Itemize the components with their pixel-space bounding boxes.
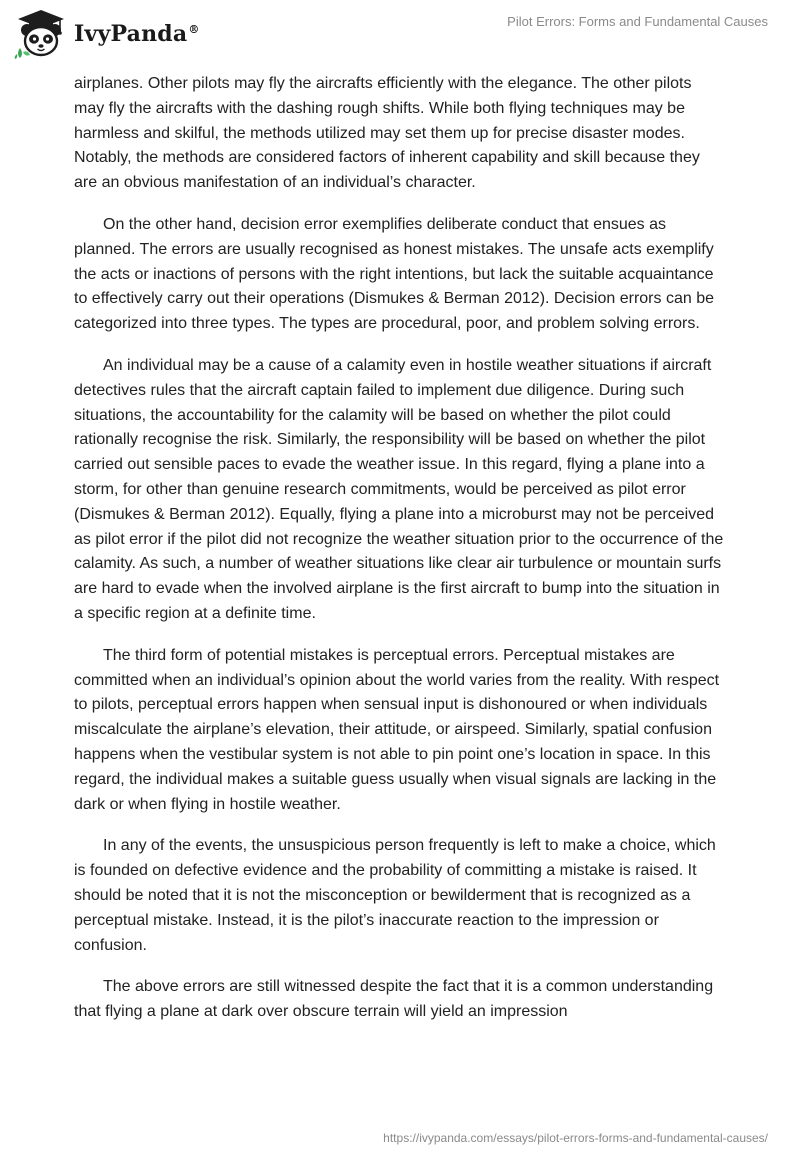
paragraph: The above errors are still witnessed despite the fact that it is a common understanding that flying a plane at dark over obscure terrain will yield an impression (74, 978, 714, 1021)
page-header (0, 0, 800, 70)
brand-name-text: IvyPanda (74, 21, 188, 47)
panda-graduate-icon (14, 8, 68, 60)
registered-mark: ® (188, 22, 200, 36)
paragraph: On the other hand, decision error exemplifies deliberate conduct that ensues as planned. The errors are usually recognised as honest mistakes. The unsafe acts exemplify the acts or inactions of persons with the right intentions, but lack the suitable acquaintance to effectively carry out their operations (Dismukes & Berman 2012). Decision errors can be categorized into three types. The types are procedural, poor, and problem solving errors. (74, 215, 714, 333)
source-url-link[interactable]: https://ivypanda.com/essays/pilot-errors-forms-and-fundamental-causes/ (383, 1131, 768, 1145)
brand-name (74, 21, 200, 47)
ivypanda-logo[interactable] (14, 8, 200, 60)
paragraph-continued: airplanes. Other pilots may fly the aircrafts efficiently with the elegance. The other pilots may fly the aircrafts with the dashing rough shifts. While both flying techniques may be harmless and skilful, the methods utilized may set them up for precise disaster modes. Notably, the methods are considered factors of inherent capability and skill because they are an obvious manifestation of an individual’s character. (74, 75, 700, 192)
document-title: Pilot Errors: Forms and Fundamental Causes (507, 14, 768, 29)
essay-body (74, 72, 726, 1042)
paragraph: In any of the events, the unsuspicious person frequently is left to make a choice, which is founded on defective evidence and the probability of committing a mistake is raised. It should be noted that it is not the misconception or bewilderment that is recognized as a perceptual mistake. Instead, it is the pilot’s inaccurate reaction to the impression or confusion. (74, 837, 716, 954)
paragraph: An individual may be a cause of a calamity even in hostile weather situations if aircraft detectives rules that the aircraft captain failed to implement due diligence. During such situations, the accountability for the calamity will be based on whether the pilot could rationally recognise the risk. Similarly, the responsibility will be based on whether the pilot carried out sensible paces to evade the weather issue. In this regard, flying a plane into a storm, for other than genuine research commitments, would be perceived as pilot error (Dismukes & Berman 2012). Equally, flying a plane into a microburst may not be perceived as pilot error if the pilot did not recognize the weather situation prior to the occurrence of the calamity. As such, a number of weather situations like clear air turbulence or mountain surfs are hard to evade when the involved airplane is the first aircraft to bump into the situation in a specific region at a definite time. (74, 356, 724, 622)
paragraph: The third form of potential mistakes is perceptual errors. Perceptual mistakes are committed when an individual’s opinion about the world varies from the reality. With respect to pilots, perceptual errors happen when sensual input is dishonoured or when individuals miscalculate the airplane’s elevation, their attitude, or airspeed. Similarly, spatial confusion happens when the vestibular system is not able to pin point one’s location in space. In this regard, the individual makes a suitable guess usually when visual signals are lacking in the dark or when flying in hostile weather. (74, 646, 720, 813)
